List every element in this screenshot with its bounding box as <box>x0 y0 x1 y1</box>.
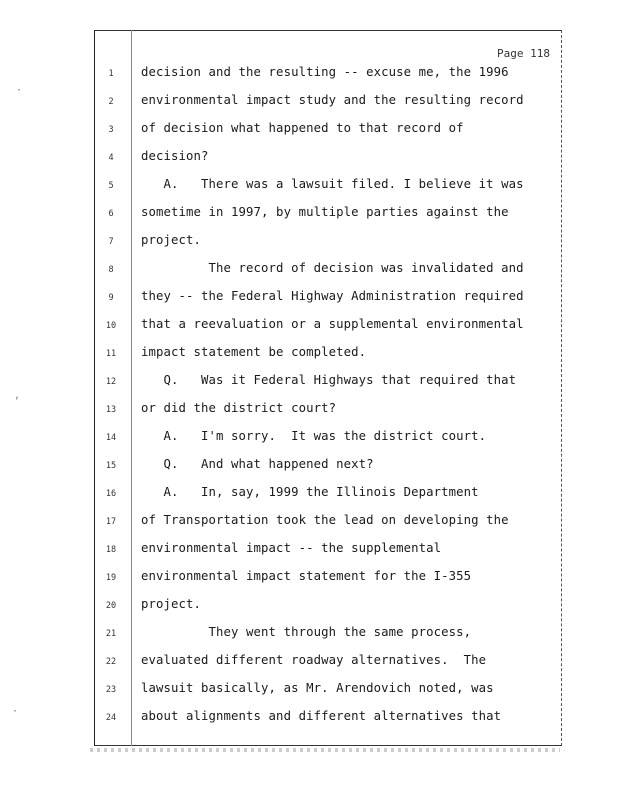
transcript-line <box>94 455 562 475</box>
line-number: 15 <box>105 461 117 471</box>
transcript-line <box>94 371 562 391</box>
scan-mark: · <box>12 706 19 717</box>
line-number: 5 <box>108 181 114 191</box>
scan-mark: · <box>16 85 23 96</box>
line-number: 3 <box>108 125 114 135</box>
line-number: 1 <box>108 69 114 79</box>
line-number: 13 <box>105 405 117 415</box>
scan-mark: ‚ <box>14 390 21 401</box>
line-number: 12 <box>105 377 117 387</box>
line-text: that a reevaluation or a supplemental environmental <box>141 317 524 331</box>
transcript-line <box>94 63 562 83</box>
line-number: 16 <box>105 489 117 499</box>
line-text: decision? <box>141 149 209 163</box>
line-text: A. There was a lawsuit filed. I believe it was <box>141 177 524 191</box>
line-text: lawsuit basically, as Mr. Arendovich noted, was <box>141 681 494 695</box>
transcript-line <box>94 231 562 251</box>
line-text: The record of decision was invalidated and <box>141 261 524 275</box>
transcript-line <box>94 315 562 335</box>
line-text: evaluated different roadway alternatives. The <box>141 653 487 667</box>
line-number: 10 <box>105 321 117 331</box>
scan-edge-noise <box>90 748 560 752</box>
line-text: environmental impact -- the supplemental <box>141 541 442 555</box>
transcript-line <box>94 175 562 195</box>
line-text: or did the district court? <box>141 401 337 415</box>
transcript-line <box>94 595 562 615</box>
transcript-line <box>94 651 562 671</box>
line-number: 6 <box>108 209 114 219</box>
line-number: 4 <box>108 153 114 163</box>
line-text: A. I'm sorry. It was the district court. <box>141 429 487 443</box>
line-text: environmental impact study and the resulting record <box>141 93 524 107</box>
transcript-line <box>94 119 562 139</box>
line-number: 23 <box>105 685 117 695</box>
line-text: A. In, say, 1999 the Illinois Department <box>141 485 479 499</box>
transcript-line <box>94 287 562 307</box>
transcript-line <box>94 147 562 167</box>
line-number: 7 <box>108 237 114 247</box>
line-number: 2 <box>108 97 114 107</box>
transcript-line <box>94 707 562 727</box>
line-text: project. <box>141 597 202 611</box>
transcript-line <box>94 511 562 531</box>
page-number: Page 118 <box>497 47 550 60</box>
transcript-line <box>94 259 562 279</box>
transcript-line <box>94 91 562 111</box>
line-text: of Transportation took the lead on developing the <box>141 513 509 527</box>
line-number: 8 <box>108 265 114 275</box>
line-number: 20 <box>105 601 117 611</box>
line-text: Q. And what happened next? <box>141 457 374 471</box>
line-text: decision and the resulting -- excuse me, the 1996 <box>141 65 509 79</box>
line-text: of decision what happened to that record of <box>141 121 464 135</box>
transcript-line <box>94 343 562 363</box>
line-number: 21 <box>105 629 117 639</box>
line-text: impact statement be completed. <box>141 345 367 359</box>
line-number: 24 <box>105 713 117 723</box>
transcript-line <box>94 399 562 419</box>
transcript-line <box>94 623 562 643</box>
line-number: 19 <box>105 573 117 583</box>
line-number: 17 <box>105 517 117 527</box>
transcript-line <box>94 427 562 447</box>
line-text: Q. Was it Federal Highways that required that <box>141 373 517 387</box>
transcript-line <box>94 679 562 699</box>
transcript-line <box>94 203 562 223</box>
line-text: They went through the same process, <box>141 625 472 639</box>
line-number: 22 <box>105 657 117 667</box>
line-text: they -- the Federal Highway Administration required <box>141 289 524 303</box>
line-number: 9 <box>108 293 114 303</box>
line-text: environmental impact statement for the I-355 <box>141 569 472 583</box>
transcript-line <box>94 539 562 559</box>
line-text: project. <box>141 233 202 247</box>
transcript-line <box>94 483 562 503</box>
line-number: 18 <box>105 545 117 555</box>
transcript-line <box>94 567 562 587</box>
line-text: about alignments and different alternatives that <box>141 709 502 723</box>
line-number: 14 <box>105 433 117 443</box>
line-text: sometime in 1997, by multiple parties against the <box>141 205 509 219</box>
line-number: 11 <box>105 349 117 359</box>
